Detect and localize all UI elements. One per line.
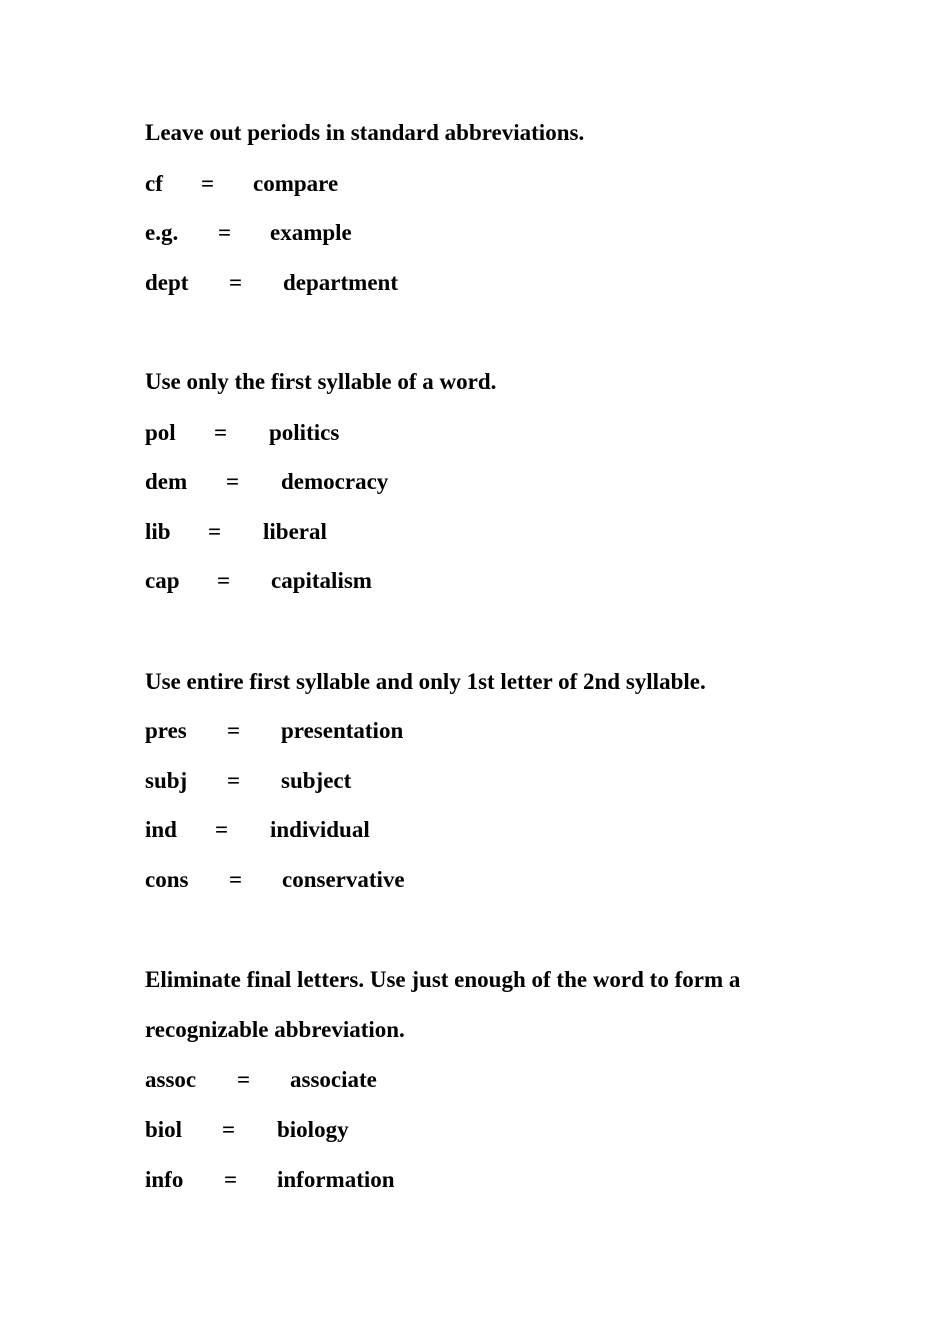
entry-equals: =: [218, 220, 232, 245]
entry-full: example: [270, 220, 352, 245]
entry-equals: =: [224, 1167, 238, 1192]
entry-equals: =: [214, 420, 228, 445]
entry-full: conservative: [282, 867, 405, 892]
entry-full: presentation: [281, 718, 404, 743]
entry-equals: =: [237, 1067, 251, 1092]
entry-equals: =: [227, 768, 241, 793]
entry-full: individual: [270, 817, 370, 842]
entry-abbr: pres: [145, 718, 187, 743]
entry-equals: =: [201, 171, 215, 196]
section-2-heading: Use only the first syllable of a word.: [145, 369, 497, 394]
entry-full: subject: [281, 768, 352, 793]
entry-full: compare: [253, 171, 339, 196]
entry-abbr: dept: [145, 270, 189, 295]
entry-full: department: [283, 270, 398, 295]
entry-equals: =: [217, 568, 231, 593]
entry-equals: =: [222, 1117, 236, 1142]
entry-equals: =: [226, 469, 240, 494]
entry-abbr: e.g.: [145, 220, 179, 245]
entry-row: [145, 1167, 395, 1283]
entry-abbr: ind: [145, 817, 177, 842]
entry-equals: =: [208, 519, 222, 544]
entry-abbr: biol: [145, 1117, 183, 1142]
entry-abbr: pol: [145, 420, 176, 445]
entry-equals: =: [229, 270, 243, 295]
entry-row: [145, 867, 405, 983]
entry-abbr: subj: [145, 768, 188, 793]
entry-full: democracy: [281, 469, 389, 494]
entry-abbr: cons: [145, 867, 189, 892]
entry-abbr: cf: [145, 171, 163, 196]
entry-abbr: assoc: [145, 1067, 197, 1092]
entry-abbr: lib: [145, 519, 171, 544]
entry-equals: =: [229, 867, 243, 892]
section-4-heading: Eliminate final letters. Use just enough of the word to form a: [145, 967, 741, 992]
entry-full: associate: [290, 1067, 377, 1092]
entry-equals: =: [227, 718, 241, 743]
entry-abbr: dem: [145, 469, 188, 494]
entry-full: information: [277, 1167, 395, 1192]
entry-full: liberal: [263, 519, 327, 544]
section-3-heading: Use entire first syllable and only 1st letter of 2nd syllable.: [145, 669, 706, 694]
entry-abbr: cap: [145, 568, 180, 593]
entry-row: [145, 568, 372, 684]
entry-equals: =: [215, 817, 229, 842]
entry-full: politics: [269, 420, 340, 445]
section-1-heading: Leave out periods in standard abbreviations.: [145, 120, 585, 145]
entry-abbr: info: [145, 1167, 184, 1192]
entry-full: biology: [277, 1117, 349, 1142]
section-4-heading-continued: recognizable abbreviation.: [145, 1017, 405, 1042]
entry-full: capitalism: [271, 568, 372, 593]
